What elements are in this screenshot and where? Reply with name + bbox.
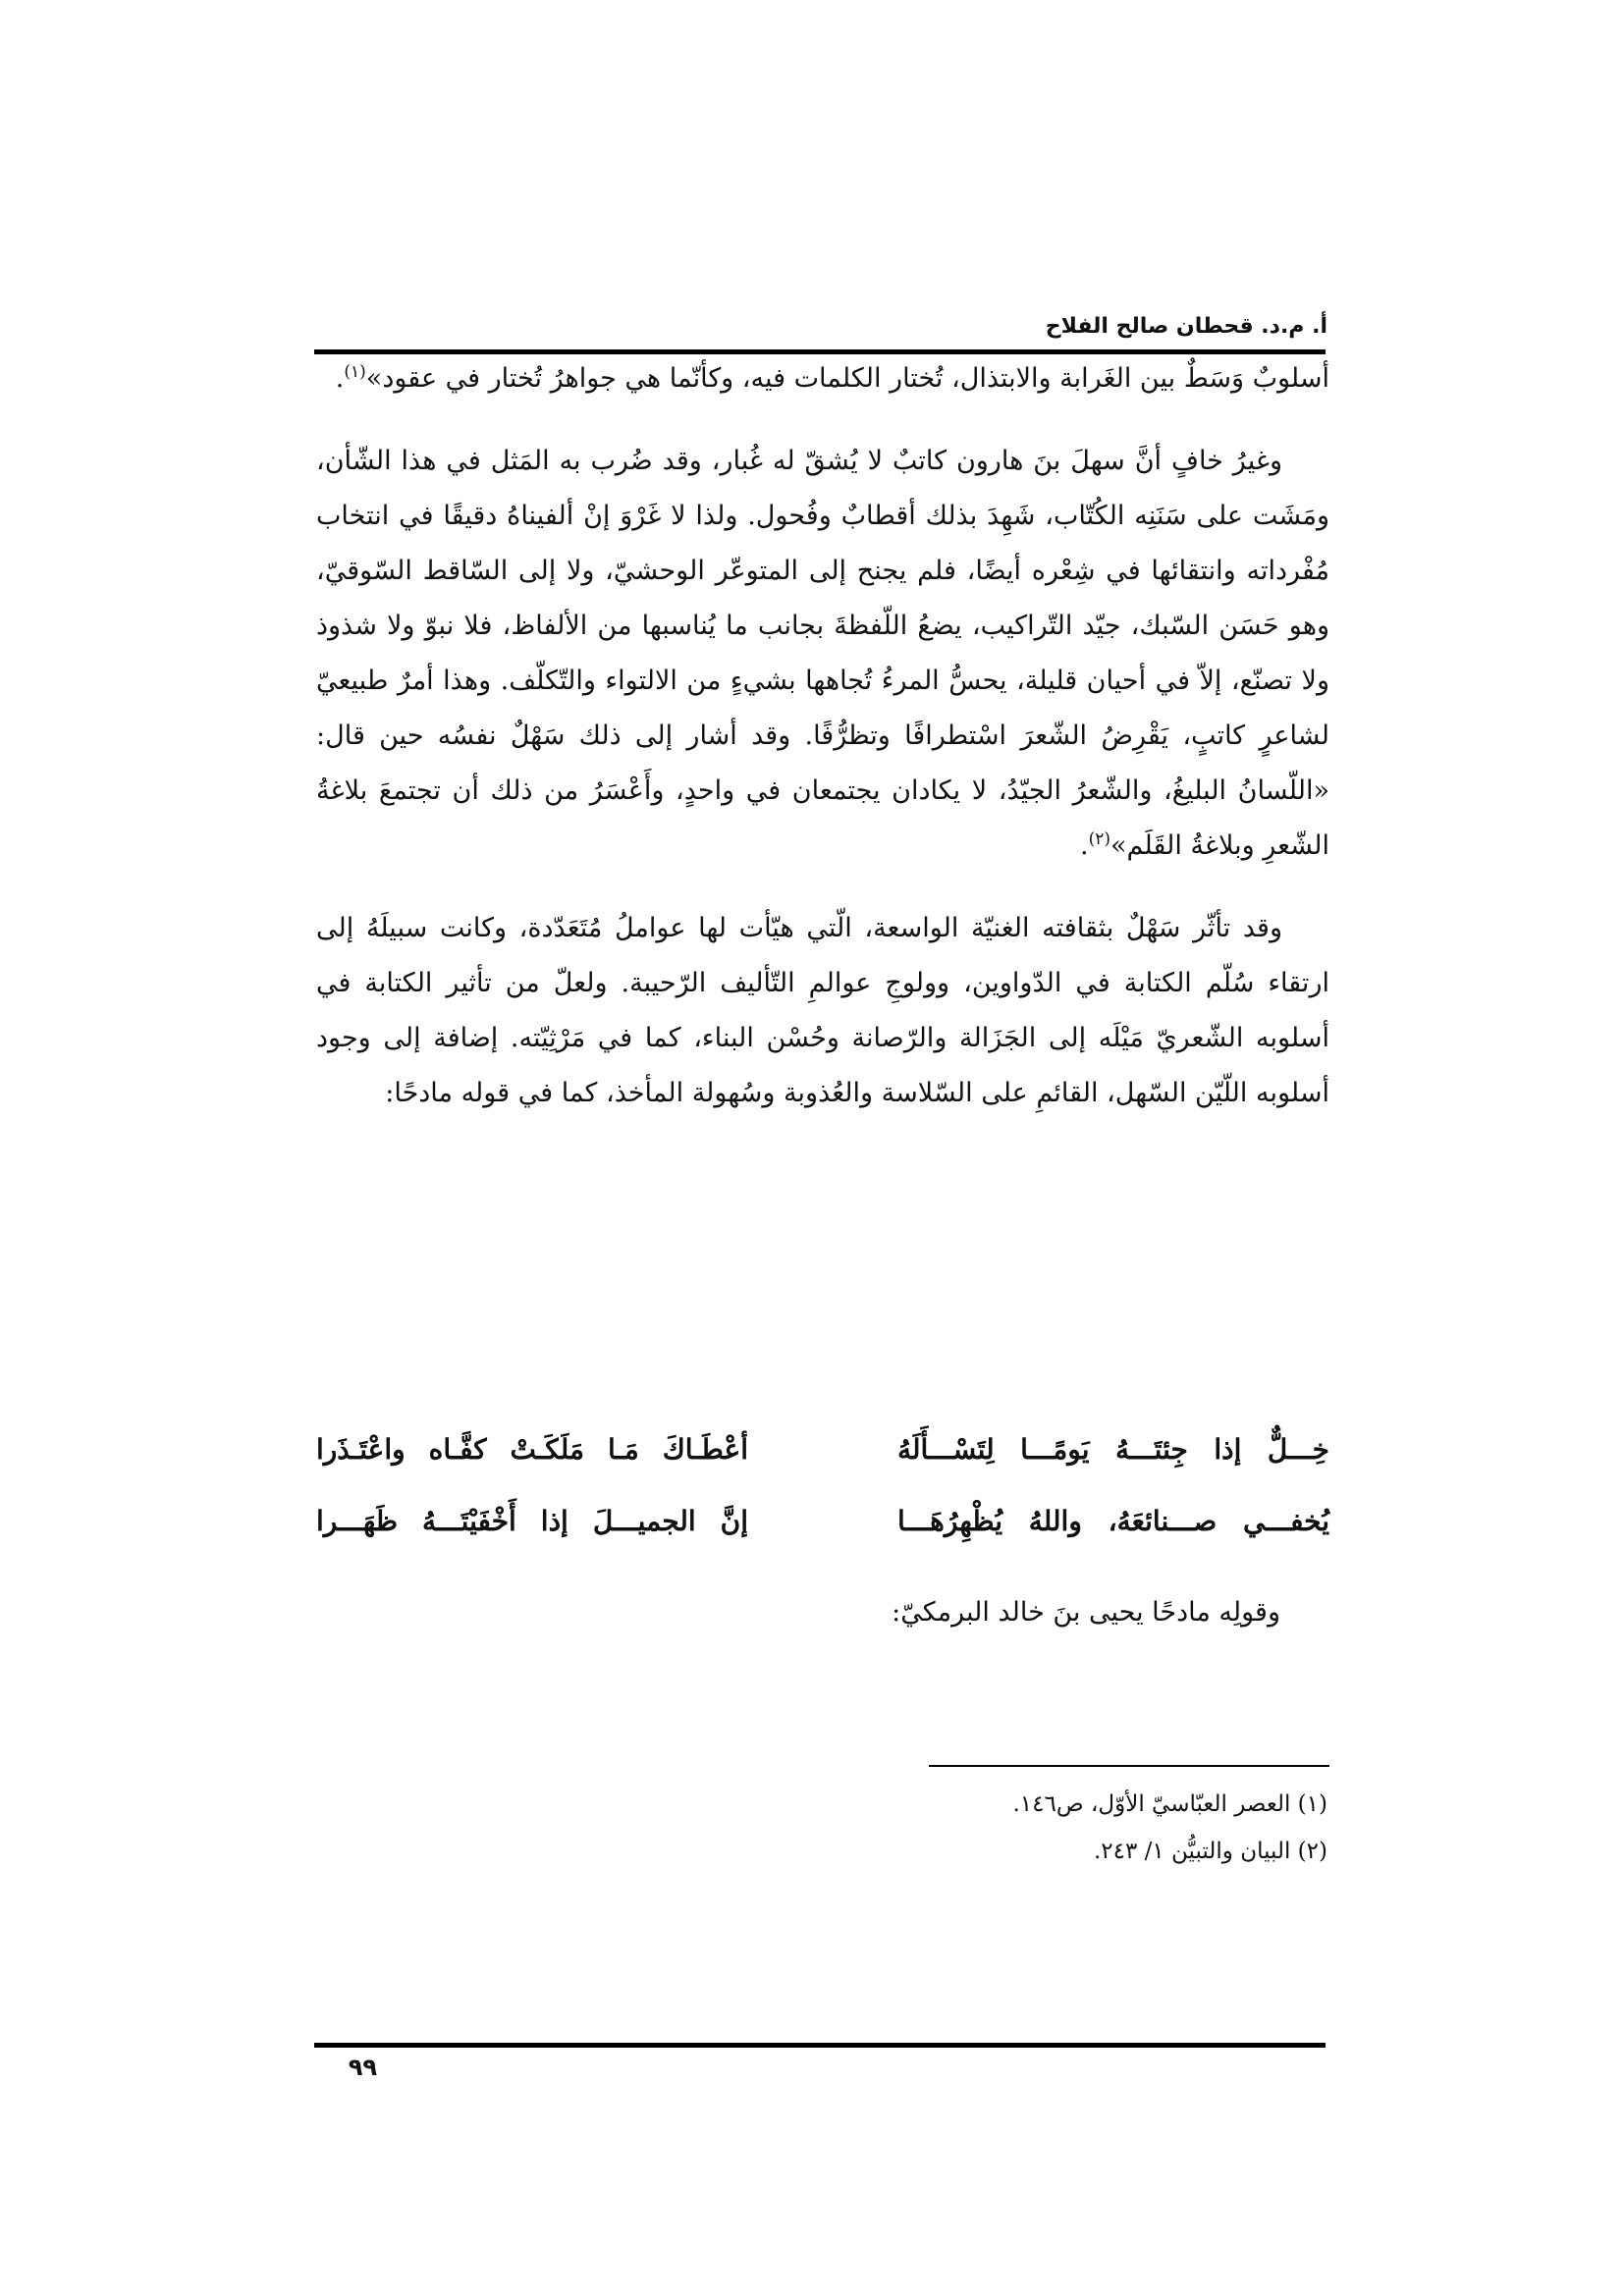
verse-second-hemistich: إنَّ الجميـــلَ إذا أَخْفَيْتَـــهُ ظَهَـــرا — [316, 1505, 748, 1537]
footer-rule — [314, 2043, 1326, 2048]
paragraph-end: . — [1080, 830, 1089, 861]
paragraph-sahl-style — [316, 434, 1329, 874]
verse-first-hemistich: يُخفـــي صـــنائعَهُ، واللهُ يُظْهِرُهَـــا — [897, 1505, 1329, 1537]
verse-first-hemistich: خِـــلٌّ إذا جِئتَـــهُ يَومًـــا لِتَسْـــأَلَهُ — [897, 1433, 1329, 1466]
paragraph-continued — [316, 351, 1329, 406]
page-number: ٩٩ — [348, 2054, 377, 2081]
verse-intro-line: وقولِه مادحًا يحيى بنَ خالد البرمكيّ: — [892, 1597, 1280, 1628]
poem-verse — [316, 1425, 1329, 1474]
paragraph-text: أسلوبٌ وَسَطٌ بين الغَرابة والابتذال، تُختار الكلمات فيه، وكأنّما هي جواهرُ تُختار في عقود» — [365, 363, 1329, 394]
paragraph-text: وغيرُ خافٍ أنَّ سهلَ بنَ هارون كاتبٌ لا يُشقّ له غُبار، وقد ضُرب به المَثل في هذا الشّأن، ومَشَت على سَنَنِه الكُتّاب، شَهِدَ بذلك أقطابٌ وفُحول. ولذا لا غَرْوَ إنْ ألفيناهُ دقيقًا في انتخاب مُفْرداته وانتقائها في شِعْره أيضًا، فلم يجنح إلى المتوعّر الوحشيّ، ولا إلى السّاقط السّوقيّ، وهو حَسَن السّبك، جيّد التّراكيب، يضعُ اللّفظةَ بجانب ما يُناسبها من الألفاظ، فلا نبوّ ولا شذوذ ولا تصنّع، إلاّ في أحيان قليلة، يحسُّ المرءُ تُجاهها بشيءٍ من الالتواء والتّكلّف. وهذا أمرٌ طبيعيّ لشاعرٍ كاتبٍ، يَقْرِضُ الشّعرَ اسْتطرافًا وتظرُّفًا. وقد أشار إلى ذلك سَهْلٌ نفسُه حين قال: «اللّسانُ البليغُ، والشّعرُ الجيّدُ، لا يكادان يجتمعان في واحدٍ، وأَعْسَرُ من ذلك أن تجتمعَ بلاغةُ الشّعرِ وبلاغةُ القَلَم» — [316, 446, 1329, 861]
paragraph-text: وقد تأثّر سَهْلٌ بثقافته الغنيّة الواسعة، الّتي هيّأت لها عواملُ مُتَعَدّدة، وكانت سبيلَهُ إلى ارتقاء سُلّم الكتابة في الدّواوين، وولوجِ عوالمِ التّأليف الرّحيبة. ولعلّ من تأثير الكتابة في أسلوبه الشّعريّ مَيْلَه إلى الجَزَالة والرّصانة وحُسْن البناء، كما في مَرْثِيّته. إضافة إلى وجود أسلوبه اللّيّن السّهل، القائمِ على السّلاسة والعُذوبة وسُهولة المأخذ، كما في قوله مادحًا: — [316, 913, 1329, 1108]
running-head-author: أ. م.د. قحطان صالح الفلاح — [1045, 314, 1327, 339]
body-text — [316, 351, 1329, 1121]
footnote-ref-2: (٢) — [1088, 829, 1111, 849]
footnote-ref-1: (١) — [344, 362, 366, 382]
footnote-1: (١) العصر العبّاسيّ الأوّل، ص١٤٦. — [1012, 1791, 1327, 1817]
paragraph-influence — [316, 901, 1329, 1121]
footnote-2: (٢) البيان والتبيُّن ١/ ٢٤٣. — [1093, 1839, 1327, 1864]
paragraph-end: . — [335, 363, 345, 394]
footnote-separator — [929, 1765, 1329, 1767]
verse-second-hemistich: أعْطَـاكَ مَـا مَلَكَـتْ كفَّـاه واعْتَـذَرا — [316, 1433, 748, 1466]
poem-verse — [316, 1497, 1329, 1546]
footnotes — [1012, 1781, 1327, 1875]
